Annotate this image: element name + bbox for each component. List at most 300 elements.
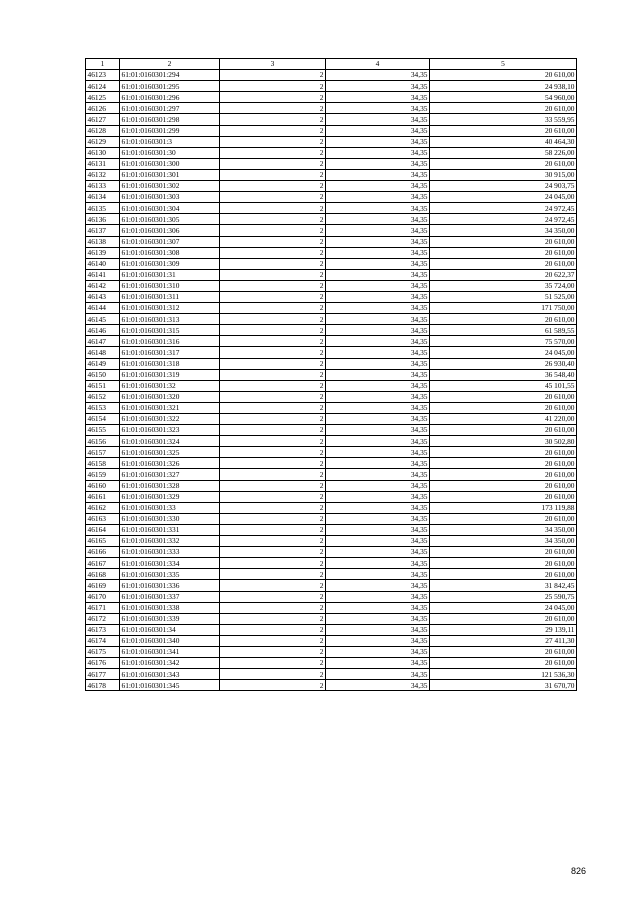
table-row xyxy=(86,192,577,203)
cadastral-number-cell: 61:01:0160301:295 xyxy=(120,81,220,92)
col4-cell: 34,35 xyxy=(326,458,430,469)
col3-cell: 2 xyxy=(220,602,326,613)
row-index-cell: 46167 xyxy=(86,558,120,569)
amount-cell: 20 610,00 xyxy=(430,236,577,247)
table-row xyxy=(86,336,577,347)
col3-cell: 2 xyxy=(220,269,326,280)
cadastral-number-cell: 61:01:0160301:340 xyxy=(120,635,220,646)
cadastral-number-cell: 61:01:0160301:297 xyxy=(120,103,220,114)
col3-cell: 2 xyxy=(220,158,326,169)
col3-cell: 2 xyxy=(220,192,326,203)
col3-cell: 2 xyxy=(220,558,326,569)
row-index-cell: 46158 xyxy=(86,458,120,469)
col4-cell: 34,35 xyxy=(326,258,430,269)
table-row xyxy=(86,169,577,180)
col3-cell: 2 xyxy=(220,569,326,580)
cadastral-number-cell: 61:01:0160301:318 xyxy=(120,358,220,369)
column-header: 4 xyxy=(326,59,430,70)
row-index-cell: 46157 xyxy=(86,447,120,458)
amount-cell: 58 226,00 xyxy=(430,147,577,158)
table-row xyxy=(86,269,577,280)
col3-cell: 2 xyxy=(220,624,326,635)
col3-cell: 2 xyxy=(220,325,326,336)
col4-cell: 34,35 xyxy=(326,547,430,558)
amount-cell: 20 610,00 xyxy=(430,558,577,569)
table-row xyxy=(86,624,577,635)
amount-cell: 20 610,00 xyxy=(430,125,577,136)
cadastral-number-cell: 61:01:0160301:315 xyxy=(120,325,220,336)
col4-cell: 34,35 xyxy=(326,402,430,413)
col4-cell: 34,35 xyxy=(326,203,430,214)
row-index-cell: 46176 xyxy=(86,658,120,669)
cadastral-number-cell: 61:01:0160301:336 xyxy=(120,580,220,591)
col3-cell: 2 xyxy=(220,92,326,103)
row-index-cell: 46154 xyxy=(86,414,120,425)
cadastral-number-cell: 61:01:0160301:296 xyxy=(120,92,220,103)
row-index-cell: 46128 xyxy=(86,125,120,136)
col3-cell: 2 xyxy=(220,524,326,535)
table-row xyxy=(86,380,577,391)
cadastral-number-cell: 61:01:0160301:310 xyxy=(120,280,220,291)
row-index-cell: 46150 xyxy=(86,369,120,380)
row-index-cell: 46146 xyxy=(86,325,120,336)
row-index-cell: 46172 xyxy=(86,613,120,624)
row-index-cell: 46161 xyxy=(86,491,120,502)
col4-cell: 34,35 xyxy=(326,314,430,325)
col3-cell: 2 xyxy=(220,369,326,380)
col4-cell: 34,35 xyxy=(326,92,430,103)
col3-cell: 2 xyxy=(220,480,326,491)
table-row xyxy=(86,635,577,646)
col3-cell: 2 xyxy=(220,147,326,158)
amount-cell: 45 101,55 xyxy=(430,380,577,391)
col4-cell: 34,35 xyxy=(326,591,430,602)
table-row xyxy=(86,258,577,269)
col4-cell: 34,35 xyxy=(326,369,430,380)
cadastral-number-cell: 61:01:0160301:329 xyxy=(120,491,220,502)
col3-cell: 2 xyxy=(220,125,326,136)
table-body xyxy=(86,70,577,691)
amount-cell: 20 610,00 xyxy=(430,103,577,114)
table-row xyxy=(86,291,577,302)
col4-cell: 34,35 xyxy=(326,624,430,635)
cadastral-number-cell: 61:01:0160301:323 xyxy=(120,425,220,436)
col4-cell: 34,35 xyxy=(326,103,430,114)
table-row xyxy=(86,414,577,425)
col3-cell: 2 xyxy=(220,658,326,669)
col3-cell: 2 xyxy=(220,103,326,114)
amount-cell: 24 938,10 xyxy=(430,81,577,92)
cadastral-number-cell: 61:01:0160301:328 xyxy=(120,480,220,491)
amount-cell: 20 610,00 xyxy=(430,391,577,402)
amount-cell: 20 610,00 xyxy=(430,447,577,458)
cadastral-number-cell: 61:01:0160301:345 xyxy=(120,680,220,691)
cadastral-number-cell: 61:01:0160301:321 xyxy=(120,402,220,413)
amount-cell: 54 960,00 xyxy=(430,92,577,103)
amount-cell: 20 610,00 xyxy=(430,491,577,502)
amount-cell: 36 548,40 xyxy=(430,369,577,380)
col4-cell: 34,35 xyxy=(326,303,430,314)
col4-cell: 34,35 xyxy=(326,569,430,580)
table-row xyxy=(86,547,577,558)
table-row xyxy=(86,214,577,225)
col4-cell: 34,35 xyxy=(326,247,430,258)
cadastral-number-cell: 61:01:0160301:331 xyxy=(120,524,220,535)
col4-cell: 34,35 xyxy=(326,181,430,192)
col3-cell: 2 xyxy=(220,547,326,558)
col4-cell: 34,35 xyxy=(326,269,430,280)
amount-cell: 20 610,00 xyxy=(430,458,577,469)
row-index-cell: 46151 xyxy=(86,380,120,391)
col3-cell: 2 xyxy=(220,491,326,502)
amount-cell: 30 502,80 xyxy=(430,436,577,447)
col3-cell: 2 xyxy=(220,447,326,458)
table-row xyxy=(86,458,577,469)
amount-cell: 31 670,70 xyxy=(430,680,577,691)
row-index-cell: 46148 xyxy=(86,347,120,358)
col4-cell: 34,35 xyxy=(326,214,430,225)
table-row xyxy=(86,347,577,358)
table-header-row xyxy=(86,59,577,70)
table-row xyxy=(86,247,577,258)
cadastral-number-cell: 61:01:0160301:311 xyxy=(120,291,220,302)
amount-cell: 27 411,30 xyxy=(430,635,577,646)
col4-cell: 34,35 xyxy=(326,280,430,291)
amount-cell: 20 610,00 xyxy=(430,547,577,558)
amount-cell: 29 139,11 xyxy=(430,624,577,635)
col4-cell: 34,35 xyxy=(326,114,430,125)
table-row xyxy=(86,469,577,480)
amount-cell: 24 045,00 xyxy=(430,347,577,358)
col4-cell: 34,35 xyxy=(326,325,430,336)
col3-cell: 2 xyxy=(220,680,326,691)
table-row xyxy=(86,646,577,657)
col4-cell: 34,35 xyxy=(326,169,430,180)
row-index-cell: 46137 xyxy=(86,225,120,236)
cadastral-number-cell: 61:01:0160301:335 xyxy=(120,569,220,580)
row-index-cell: 46159 xyxy=(86,469,120,480)
cadastral-number-cell: 61:01:0160301:306 xyxy=(120,225,220,236)
amount-cell: 20 610,00 xyxy=(430,613,577,624)
col4-cell: 34,35 xyxy=(326,646,430,657)
cadastral-number-cell: 61:01:0160301:30 xyxy=(120,147,220,158)
col3-cell: 2 xyxy=(220,203,326,214)
amount-cell: 20 610,00 xyxy=(430,569,577,580)
table-row xyxy=(86,70,577,81)
page-number: 826 xyxy=(570,866,586,876)
row-index-cell: 46134 xyxy=(86,192,120,203)
row-index-cell: 46142 xyxy=(86,280,120,291)
row-index-cell: 46163 xyxy=(86,513,120,524)
amount-cell: 20 610,00 xyxy=(430,425,577,436)
amount-cell: 34 350,00 xyxy=(430,536,577,547)
col3-cell: 2 xyxy=(220,458,326,469)
table-row xyxy=(86,524,577,535)
col3-cell: 2 xyxy=(220,635,326,646)
amount-cell: 20 610,00 xyxy=(430,247,577,258)
row-index-cell: 46162 xyxy=(86,502,120,513)
cadastral-number-cell: 61:01:0160301:32 xyxy=(120,380,220,391)
col4-cell: 34,35 xyxy=(326,480,430,491)
amount-cell: 24 045,00 xyxy=(430,602,577,613)
row-index-cell: 46135 xyxy=(86,203,120,214)
table-row xyxy=(86,425,577,436)
amount-cell: 20 610,00 xyxy=(430,402,577,413)
amount-cell: 75 570,00 xyxy=(430,336,577,347)
table-row xyxy=(86,92,577,103)
col4-cell: 34,35 xyxy=(326,391,430,402)
col3-cell: 2 xyxy=(220,114,326,125)
row-index-cell: 46133 xyxy=(86,181,120,192)
table-row xyxy=(86,181,577,192)
row-index-cell: 46147 xyxy=(86,336,120,347)
col3-cell: 2 xyxy=(220,336,326,347)
cadastral-number-cell: 61:01:0160301:339 xyxy=(120,613,220,624)
col4-cell: 34,35 xyxy=(326,125,430,136)
amount-cell: 20 622,37 xyxy=(430,269,577,280)
cadastral-number-cell: 61:01:0160301:300 xyxy=(120,158,220,169)
table-row xyxy=(86,391,577,402)
col4-cell: 34,35 xyxy=(326,347,430,358)
col4-cell: 34,35 xyxy=(326,613,430,624)
col4-cell: 34,35 xyxy=(326,147,430,158)
cadastral-number-cell: 61:01:0160301:312 xyxy=(120,303,220,314)
cadastral-number-cell: 61:01:0160301:333 xyxy=(120,547,220,558)
table-row xyxy=(86,303,577,314)
row-index-cell: 46144 xyxy=(86,303,120,314)
col4-cell: 34,35 xyxy=(326,602,430,613)
col4-cell: 34,35 xyxy=(326,680,430,691)
table-row xyxy=(86,558,577,569)
col4-cell: 34,35 xyxy=(326,513,430,524)
col4-cell: 34,35 xyxy=(326,635,430,646)
row-index-cell: 46177 xyxy=(86,669,120,680)
amount-cell: 34 350,00 xyxy=(430,225,577,236)
amount-cell: 20 610,00 xyxy=(430,513,577,524)
row-index-cell: 46160 xyxy=(86,480,120,491)
col3-cell: 2 xyxy=(220,236,326,247)
table-row xyxy=(86,569,577,580)
row-index-cell: 46140 xyxy=(86,258,120,269)
col3-cell: 2 xyxy=(220,247,326,258)
row-index-cell: 46175 xyxy=(86,646,120,657)
cadastral-number-cell: 61:01:0160301:307 xyxy=(120,236,220,247)
cadastral-number-cell: 61:01:0160301:343 xyxy=(120,669,220,680)
amount-cell: 171 750,00 xyxy=(430,303,577,314)
cadastral-number-cell: 61:01:0160301:320 xyxy=(120,391,220,402)
cadastral-number-cell: 61:01:0160301:31 xyxy=(120,269,220,280)
amount-cell: 24 972,45 xyxy=(430,203,577,214)
table-row xyxy=(86,502,577,513)
amount-cell: 121 536,30 xyxy=(430,669,577,680)
table-row xyxy=(86,314,577,325)
cadastral-number-cell: 61:01:0160301:341 xyxy=(120,646,220,657)
col3-cell: 2 xyxy=(220,536,326,547)
table-row xyxy=(86,358,577,369)
cadastral-number-cell: 61:01:0160301:342 xyxy=(120,658,220,669)
col4-cell: 34,35 xyxy=(326,491,430,502)
row-index-cell: 46164 xyxy=(86,524,120,535)
cadastral-number-cell: 61:01:0160301:316 xyxy=(120,336,220,347)
amount-cell: 24 972,45 xyxy=(430,214,577,225)
col3-cell: 2 xyxy=(220,225,326,236)
cadastral-number-cell: 61:01:0160301:338 xyxy=(120,602,220,613)
col4-cell: 34,35 xyxy=(326,81,430,92)
cadastral-number-cell: 61:01:0160301:309 xyxy=(120,258,220,269)
amount-cell: 20 610,00 xyxy=(430,70,577,81)
table-row xyxy=(86,369,577,380)
row-index-cell: 46178 xyxy=(86,680,120,691)
row-index-cell: 46139 xyxy=(86,247,120,258)
cadastral-number-cell: 61:01:0160301:3 xyxy=(120,136,220,147)
col4-cell: 34,35 xyxy=(326,158,430,169)
row-index-cell: 46130 xyxy=(86,147,120,158)
col4-cell: 34,35 xyxy=(326,358,430,369)
col3-cell: 2 xyxy=(220,513,326,524)
col3-cell: 2 xyxy=(220,280,326,291)
row-index-cell: 46124 xyxy=(86,81,120,92)
row-index-cell: 46168 xyxy=(86,569,120,580)
table-row xyxy=(86,591,577,602)
table-row xyxy=(86,158,577,169)
col4-cell: 34,35 xyxy=(326,336,430,347)
amount-cell: 20 610,00 xyxy=(430,646,577,657)
col3-cell: 2 xyxy=(220,436,326,447)
col4-cell: 34,35 xyxy=(326,192,430,203)
row-index-cell: 46141 xyxy=(86,269,120,280)
col4-cell: 34,35 xyxy=(326,580,430,591)
row-index-cell: 46138 xyxy=(86,236,120,247)
row-index-cell: 46145 xyxy=(86,314,120,325)
col4-cell: 34,35 xyxy=(326,380,430,391)
cadastral-number-cell: 61:01:0160301:303 xyxy=(120,192,220,203)
table-row xyxy=(86,402,577,413)
cadastral-number-cell: 61:01:0160301:324 xyxy=(120,436,220,447)
amount-cell: 24 903,75 xyxy=(430,181,577,192)
col3-cell: 2 xyxy=(220,70,326,81)
col3-cell: 2 xyxy=(220,502,326,513)
amount-cell: 34 350,00 xyxy=(430,524,577,535)
cadastral-number-cell: 61:01:0160301:298 xyxy=(120,114,220,125)
row-index-cell: 46127 xyxy=(86,114,120,125)
col3-cell: 2 xyxy=(220,303,326,314)
cadastral-number-cell: 61:01:0160301:308 xyxy=(120,247,220,258)
col3-cell: 2 xyxy=(220,591,326,602)
col4-cell: 34,35 xyxy=(326,425,430,436)
row-index-cell: 46123 xyxy=(86,70,120,81)
row-index-cell: 46156 xyxy=(86,436,120,447)
table-row xyxy=(86,225,577,236)
col3-cell: 2 xyxy=(220,314,326,325)
table-row xyxy=(86,680,577,691)
amount-cell: 20 610,00 xyxy=(430,314,577,325)
col4-cell: 34,35 xyxy=(326,502,430,513)
cadastral-number-cell: 61:01:0160301:319 xyxy=(120,369,220,380)
col4-cell: 34,35 xyxy=(326,436,430,447)
table-row xyxy=(86,669,577,680)
table-row xyxy=(86,280,577,291)
cadastral-number-cell: 61:01:0160301:299 xyxy=(120,125,220,136)
table-row xyxy=(86,325,577,336)
table-row xyxy=(86,658,577,669)
column-header: 5 xyxy=(430,59,577,70)
amount-cell: 40 464,30 xyxy=(430,136,577,147)
col3-cell: 2 xyxy=(220,81,326,92)
cadastral-number-cell: 61:01:0160301:34 xyxy=(120,624,220,635)
table-row xyxy=(86,147,577,158)
col3-cell: 2 xyxy=(220,580,326,591)
col3-cell: 2 xyxy=(220,646,326,657)
row-index-cell: 46149 xyxy=(86,358,120,369)
table-row xyxy=(86,480,577,491)
cadastral-number-cell: 61:01:0160301:332 xyxy=(120,536,220,547)
table-row xyxy=(86,136,577,147)
row-index-cell: 46125 xyxy=(86,92,120,103)
cadastral-number-cell: 61:01:0160301:330 xyxy=(120,513,220,524)
row-index-cell: 46155 xyxy=(86,425,120,436)
cadastral-number-cell: 61:01:0160301:334 xyxy=(120,558,220,569)
column-header: 1 xyxy=(86,59,120,70)
amount-cell: 41 220,00 xyxy=(430,414,577,425)
table-row xyxy=(86,491,577,502)
amount-cell: 51 525,00 xyxy=(430,291,577,302)
cadastral-number-cell: 61:01:0160301:326 xyxy=(120,458,220,469)
amount-cell: 24 045,00 xyxy=(430,192,577,203)
cadastral-number-cell: 61:01:0160301:322 xyxy=(120,414,220,425)
table-row xyxy=(86,81,577,92)
col4-cell: 34,35 xyxy=(326,225,430,236)
col4-cell: 34,35 xyxy=(326,469,430,480)
table-row xyxy=(86,125,577,136)
table-row xyxy=(86,203,577,214)
row-index-cell: 46126 xyxy=(86,103,120,114)
amount-cell: 25 590,75 xyxy=(430,591,577,602)
col3-cell: 2 xyxy=(220,414,326,425)
col3-cell: 2 xyxy=(220,358,326,369)
col3-cell: 2 xyxy=(220,391,326,402)
col3-cell: 2 xyxy=(220,380,326,391)
cadastral-number-cell: 61:01:0160301:294 xyxy=(120,70,220,81)
amount-cell: 20 610,00 xyxy=(430,158,577,169)
cadastral-number-cell: 61:01:0160301:302 xyxy=(120,181,220,192)
amount-cell: 20 610,00 xyxy=(430,480,577,491)
row-index-cell: 46169 xyxy=(86,580,120,591)
col3-cell: 2 xyxy=(220,613,326,624)
cadastral-number-cell: 61:01:0160301:317 xyxy=(120,347,220,358)
col3-cell: 2 xyxy=(220,169,326,180)
cadastral-number-cell: 61:01:0160301:313 xyxy=(120,314,220,325)
col4-cell: 34,35 xyxy=(326,658,430,669)
col3-cell: 2 xyxy=(220,669,326,680)
row-index-cell: 46136 xyxy=(86,214,120,225)
cadastral-number-cell: 61:01:0160301:301 xyxy=(120,169,220,180)
col3-cell: 2 xyxy=(220,258,326,269)
col3-cell: 2 xyxy=(220,181,326,192)
cadastral-number-cell: 61:01:0160301:305 xyxy=(120,214,220,225)
table-row xyxy=(86,613,577,624)
col4-cell: 34,35 xyxy=(326,447,430,458)
amount-cell: 30 915,00 xyxy=(430,169,577,180)
amount-cell: 31 842,45 xyxy=(430,580,577,591)
table-row xyxy=(86,103,577,114)
row-index-cell: 46166 xyxy=(86,547,120,558)
amount-cell: 26 930,40 xyxy=(430,358,577,369)
row-index-cell: 46173 xyxy=(86,624,120,635)
col4-cell: 34,35 xyxy=(326,70,430,81)
col3-cell: 2 xyxy=(220,469,326,480)
col3-cell: 2 xyxy=(220,214,326,225)
table-row xyxy=(86,580,577,591)
